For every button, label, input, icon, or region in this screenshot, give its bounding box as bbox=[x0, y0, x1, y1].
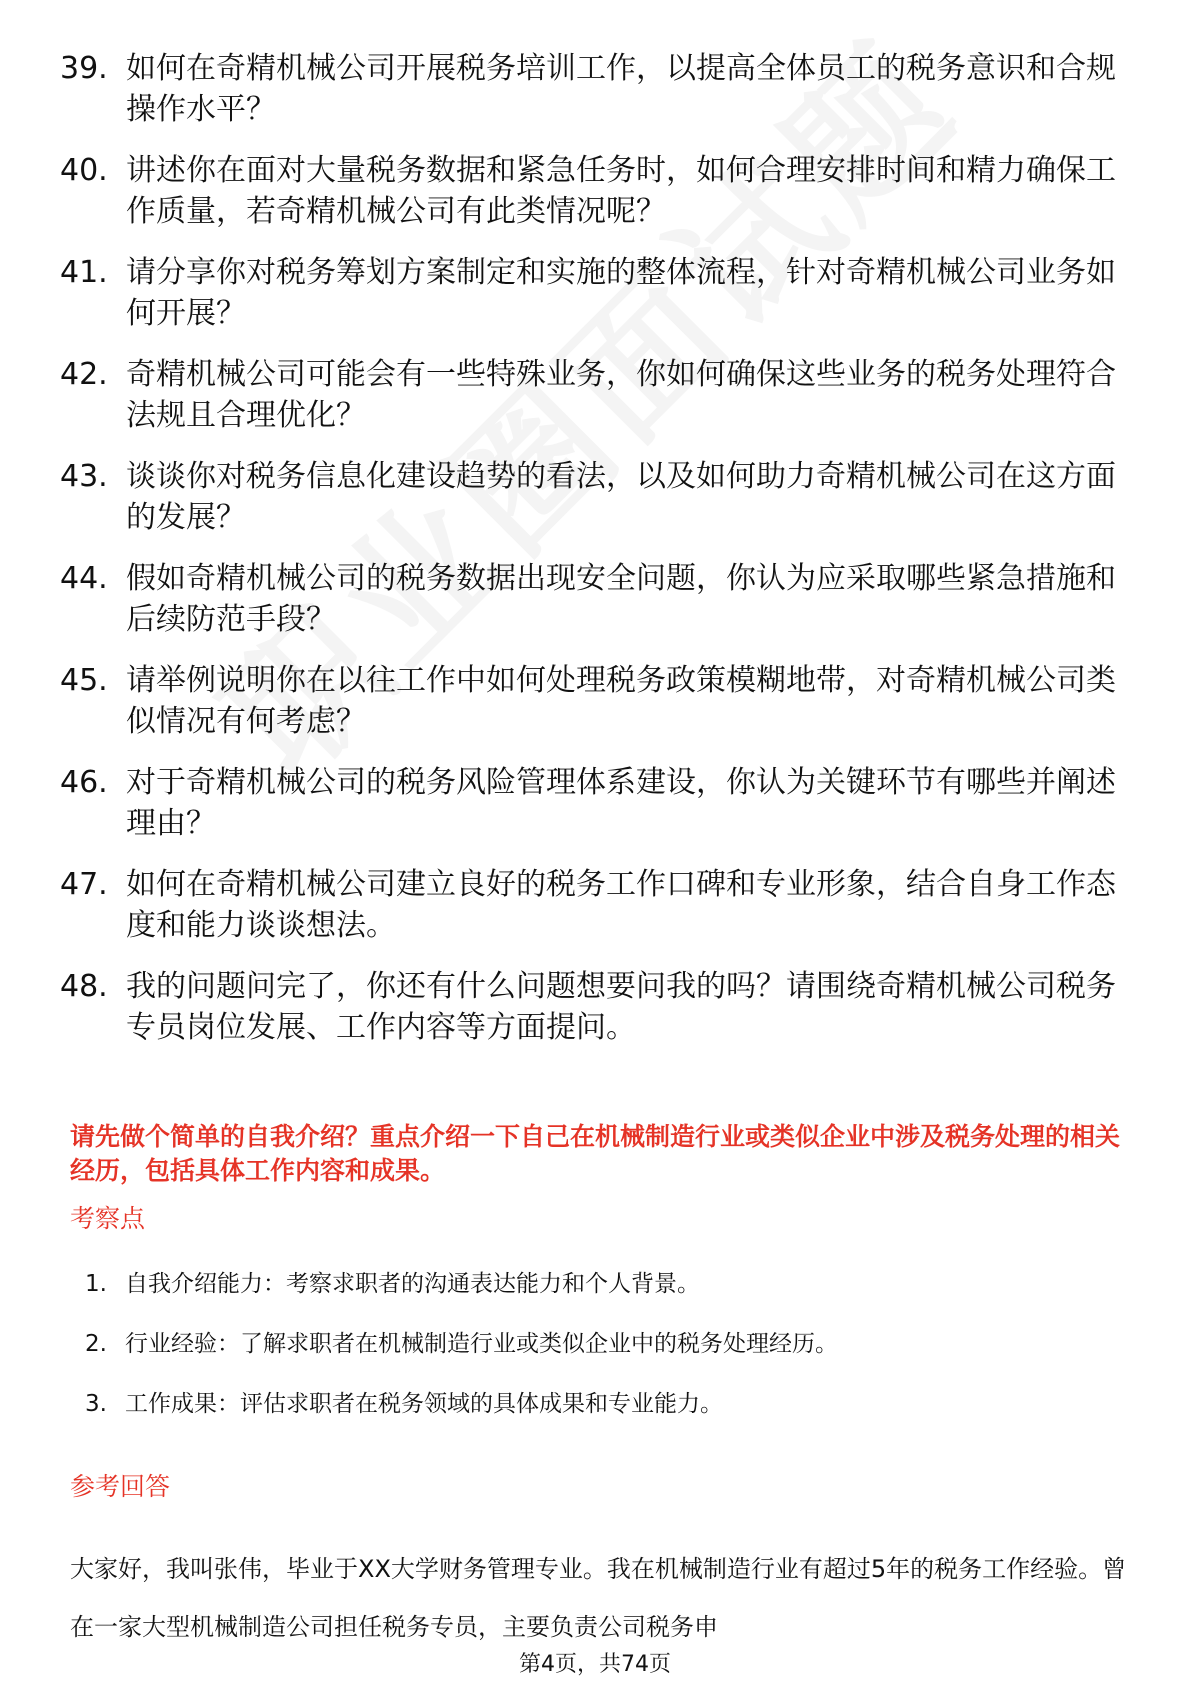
question-number: 42. bbox=[60, 357, 108, 392]
question-text: 讲述你在面对大量税务数据和紧急任务时，如何合理安排时间和精力确保工作质量，若奇精机械公司有此类情况呢？ bbox=[126, 153, 1116, 229]
list-item bbox=[60, 456, 1120, 538]
answer-title: 参考回答 bbox=[70, 1472, 171, 1501]
list-item bbox=[85, 1328, 838, 1360]
question-number: 41. bbox=[60, 255, 108, 290]
key-point-text: 行业经验：了解求职者在机械制造行业或类似企业中的税务处理经历。 bbox=[125, 1331, 838, 1357]
list-item bbox=[60, 150, 1120, 232]
key-point-number: 2. bbox=[85, 1331, 107, 1357]
list-item bbox=[85, 1388, 838, 1420]
list-item bbox=[60, 864, 1120, 946]
key-points-list bbox=[85, 1268, 838, 1448]
answer-paragraph: 大家好，我叫张伟，毕业于XX大学财务管理专业。我在机械制造行业有超过5年的税务工作经验。曾在一家大型机械制造公司担任税务专员，主要负责公司税务申 bbox=[70, 1555, 1127, 1641]
question-text: 请举例说明你在以往工作中如何处理税务政策模糊地带，对奇精机械公司类似情况有何考虑？ bbox=[126, 663, 1116, 739]
key-point-number: 3. bbox=[85, 1391, 107, 1417]
question-number: 43. bbox=[60, 459, 108, 494]
question-number: 47. bbox=[60, 867, 108, 902]
list-item bbox=[60, 252, 1120, 334]
key-point-text: 自我介绍能力：考察求职者的沟通表达能力和个人背景。 bbox=[125, 1271, 700, 1297]
question-text: 假如奇精机械公司的税务数据出现安全问题，你认为应采取哪些紧急措施和后续防范手段？ bbox=[126, 561, 1116, 637]
question-number: 48. bbox=[60, 969, 108, 1004]
question-list bbox=[60, 48, 1120, 1068]
key-point-text: 工作成果：评估求职者在税务领域的具体成果和专业能力。 bbox=[125, 1391, 723, 1417]
question-text: 如何在奇精机械公司建立良好的税务工作口碑和专业形象，结合自身工作态度和能力谈谈想法。 bbox=[126, 867, 1116, 943]
list-item bbox=[60, 966, 1120, 1048]
question-text: 请分享你对税务筹划方案制定和实施的整体流程，针对奇精机械公司业务如何开展？ bbox=[126, 255, 1116, 331]
key-point-number: 1. bbox=[85, 1271, 107, 1297]
list-item bbox=[60, 48, 1120, 130]
question-number: 40. bbox=[60, 153, 108, 188]
list-item bbox=[60, 660, 1120, 742]
question-number: 39. bbox=[60, 51, 108, 86]
key-points-title: 考察点 bbox=[70, 1204, 146, 1233]
question-number: 44. bbox=[60, 561, 108, 596]
question-number: 46. bbox=[60, 765, 108, 800]
focus-question: 请先做个简单的自我介绍？重点介绍一下自己在机械制造行业或类似企业中涉及税务处理的相关经历，包括具体工作内容和成果。 bbox=[70, 1122, 1121, 1185]
question-number: 45. bbox=[60, 663, 108, 698]
list-item bbox=[60, 354, 1120, 436]
question-text: 奇精机械公司可能会有一些特殊业务，你如何确保这些业务的税务处理符合法规且合理优化？ bbox=[126, 357, 1116, 433]
question-text: 对于奇精机械公司的税务风险管理体系建设，你认为关键环节有哪些并阐述理由？ bbox=[126, 765, 1116, 841]
question-text: 谈谈你对税务信息化建设趋势的看法，以及如何助力奇精机械公司在这方面的发展？ bbox=[126, 459, 1116, 535]
question-text: 我的问题问完了，你还有什么问题想要问我的吗？请围绕奇精机械公司税务专员岗位发展、工作内容等方面提问。 bbox=[126, 969, 1116, 1045]
list-item bbox=[60, 558, 1120, 640]
page-number: 第4页，共74页 bbox=[519, 1652, 671, 1677]
list-item bbox=[60, 762, 1120, 844]
list-item bbox=[85, 1268, 838, 1300]
question-text: 如何在奇精机械公司开展税务培训工作，以提高全体员工的税务意识和合规操作水平？ bbox=[126, 51, 1116, 127]
